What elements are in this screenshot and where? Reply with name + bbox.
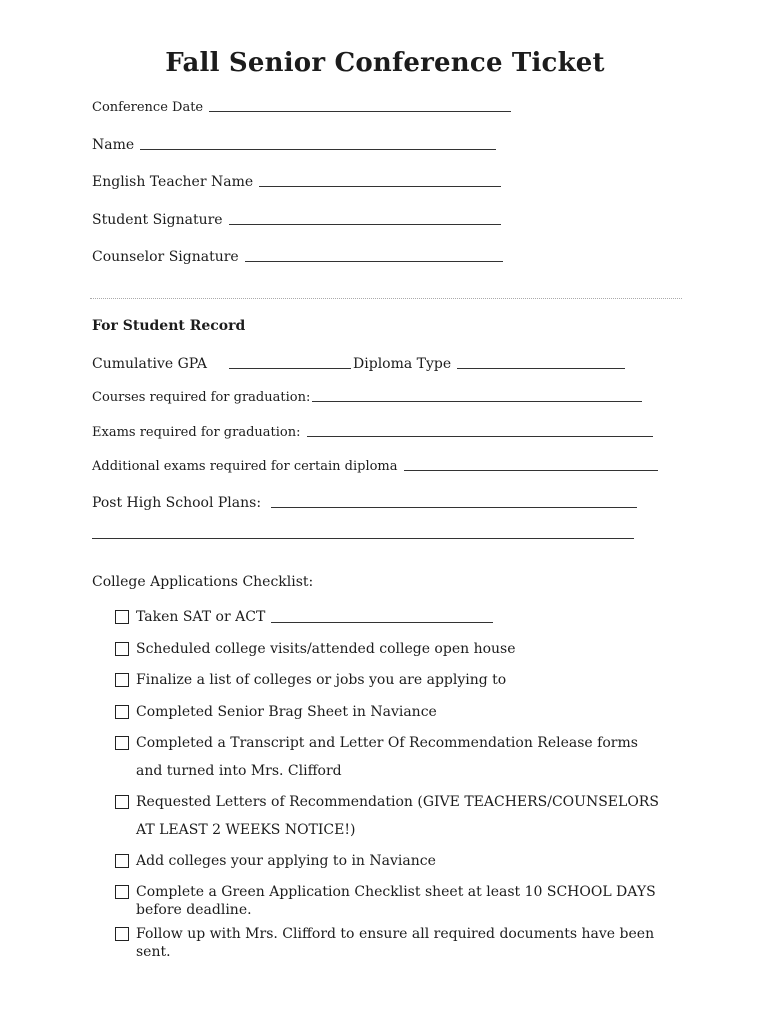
checkbox[interactable]	[115, 927, 129, 941]
english-teacher-field[interactable]	[259, 186, 501, 187]
checklist-item-label: Add colleges your applying to in Naviance	[136, 853, 436, 869]
checklist-item-label: Completed a Transcript and Letter Of Recommendation Release forms and turned into Mrs. Clifford	[136, 735, 638, 779]
post-plans-field-line2[interactable]	[92, 538, 634, 539]
conference-date-label: Conference Date	[92, 100, 204, 115]
conference-date-field[interactable]	[209, 111, 511, 112]
gpa-field[interactable]	[229, 368, 351, 369]
counselor-signature-field[interactable]	[245, 261, 503, 262]
post-plans-row	[92, 495, 637, 511]
checklist-item-green-checklist[interactable]	[115, 883, 666, 919]
checklist-item-follow-up[interactable]	[115, 925, 656, 961]
checkbox[interactable]	[115, 736, 129, 750]
student-signature-row	[92, 212, 501, 228]
post-plans-field[interactable]	[271, 507, 637, 508]
checkbox[interactable]	[115, 642, 129, 656]
checklist-item-college-visits[interactable]	[115, 640, 676, 658]
checklist-item-add-colleges[interactable]	[115, 852, 676, 870]
checkbox[interactable]	[115, 854, 129, 868]
diploma-type-field[interactable]	[457, 368, 625, 369]
form-title: Fall Senior Conference Ticket	[165, 48, 605, 78]
additional-exams-row	[92, 459, 658, 474]
checkbox[interactable]	[115, 795, 129, 809]
courses-required-row	[92, 390, 642, 405]
name-label: Name	[92, 137, 135, 153]
exams-required-row	[92, 425, 653, 440]
checklist-item-finalize-list[interactable]	[115, 671, 676, 689]
student-signature-label: Student Signature	[92, 212, 223, 228]
checklist-item-label: Scheduled college visits/attended college open house	[136, 641, 516, 657]
conference-date-row	[92, 100, 511, 115]
checklist-item-brag-sheet[interactable]	[115, 703, 676, 721]
checklist-item-label: Finalize a list of colleges or jobs you are applying to	[136, 672, 507, 688]
checklist-item-sat-act[interactable]	[115, 608, 493, 626]
student-signature-field[interactable]	[229, 224, 501, 225]
english-teacher-row	[92, 174, 501, 190]
checklist-item-transcript-release[interactable]	[115, 729, 664, 785]
diploma-type-label: Diploma Type	[353, 356, 452, 372]
counselor-signature-label: Counselor Signature	[92, 249, 239, 265]
checkbox[interactable]	[115, 610, 129, 624]
checklist-item-label: Taken SAT or ACT	[136, 609, 266, 625]
sat-act-field[interactable]	[271, 622, 493, 623]
name-row	[92, 137, 496, 153]
english-teacher-label: English Teacher Name	[92, 174, 254, 190]
post-plans-label: Post High School Plans:	[92, 495, 262, 511]
checkbox[interactable]	[115, 673, 129, 687]
counselor-signature-row	[92, 249, 503, 265]
checkbox[interactable]	[115, 705, 129, 719]
exams-required-field[interactable]	[307, 436, 653, 437]
additional-exams-field[interactable]	[404, 470, 658, 471]
gpa-row	[92, 356, 625, 372]
courses-required-field[interactable]	[312, 401, 642, 402]
gpa-label: Cumulative GPA	[92, 356, 208, 372]
checklist-item-label: Completed Senior Brag Sheet in Naviance	[136, 704, 437, 720]
checklist-item-label: Complete a Green Application Checklist sheet at least 10 SCHOOL DAYS before deadline.	[136, 884, 656, 918]
additional-exams-label: Additional exams required for certain diploma	[92, 459, 398, 474]
checklist-item-label: Follow up with Mrs. Clifford to ensure all required documents have been sent.	[136, 926, 655, 960]
section-divider	[90, 298, 682, 299]
name-field[interactable]	[140, 149, 496, 150]
exams-required-label: Exams required for graduation:	[92, 425, 301, 440]
checklist-item-request-letters[interactable]	[115, 788, 670, 844]
courses-required-label: Courses required for graduation:	[92, 390, 311, 405]
checkbox[interactable]	[115, 885, 129, 899]
student-record-heading: For Student Record	[92, 318, 246, 334]
checklist-heading: College Applications Checklist:	[92, 574, 314, 590]
checklist-item-label: Requested Letters of Recommendation (GIVE TEACHERS/COUNSELORS AT LEAST 2 WEEKS NOTICE!)	[136, 794, 659, 838]
